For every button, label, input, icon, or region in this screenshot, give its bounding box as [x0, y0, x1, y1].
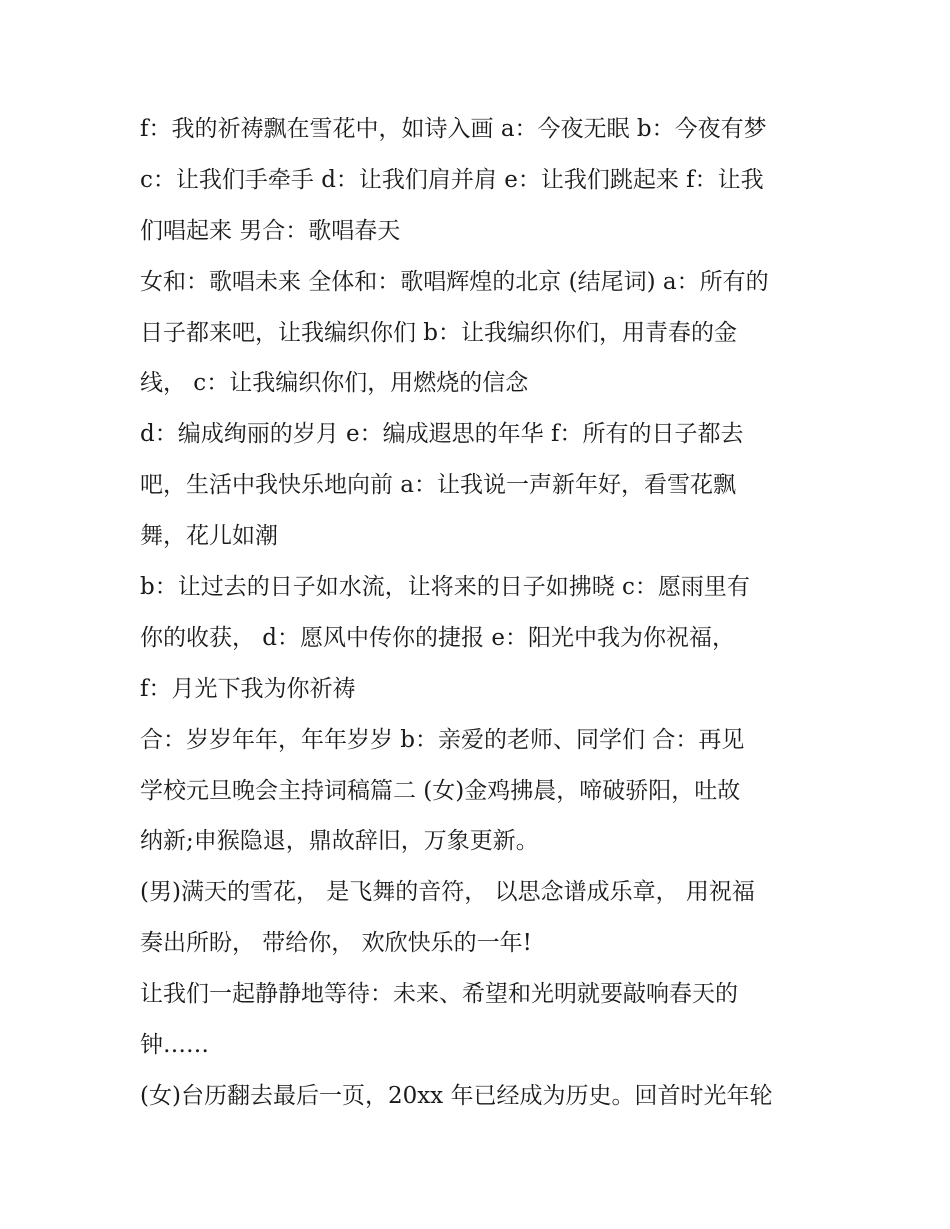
document-body — [140, 104, 820, 1122]
text-line: 们唱起来 男合：歌唱春天 — [140, 217, 401, 244]
text-line: 奏出所盼， 带给你， 欢欣快乐的一年! — [140, 930, 532, 957]
text-line: 线， c：让我编织你们，用燃烧的信念 — [140, 370, 529, 397]
text-line: 纳新;申猴隐退，鼎故辞旧，万象更新。 — [140, 828, 539, 855]
text-line: c：让我们手牵手 d：让我们肩并肩 e：让我们跳起来 f：让我 — [140, 166, 764, 193]
text-line: f：月光下我为你祈祷 — [140, 675, 356, 702]
text-line: 日子都来吧，让我编织你们 b：让我编织你们，用青春的金 — [140, 319, 738, 346]
text-line: 学校元旦晚会主持词稿篇二 (女)金鸡拂晨，啼破骄阳，吐故 — [140, 777, 741, 804]
text-line: (女)台历翻去最后一页，20xx 年已经成为历史。回首时光年轮 — [140, 1082, 773, 1109]
text-line: 钟…… — [140, 1032, 209, 1059]
text-line: 你的收获， d：愿风中传你的捷报 e：阳光中我为你祝福， — [140, 624, 735, 651]
text-line: 让我们一起静静地等待：未来、希望和光明就要敲响春天的 — [140, 981, 738, 1008]
text-line: f：我的祈祷飘在雪花中，如诗入画 a：今夜无眠 b：今夜有梦 — [140, 116, 767, 142]
text-line: 舞，花儿如潮 — [140, 523, 278, 550]
text-line: 合：岁岁年年，年年岁岁 b：亲爱的老师、同学们 合：再见 — [140, 726, 745, 753]
text-line: b：让过去的日子如水流，让将来的日子如拂晓 c：愿雨里有 — [140, 574, 750, 601]
text-line: 女和：歌唱未来 全体和：歌唱辉煌的北京 (结尾词) a：所有的 — [140, 268, 769, 295]
text-line: (男)满天的雪花， 是飞舞的音符， 以思念谱成乐章， 用祝福 — [140, 879, 755, 906]
text-line: 吧，生活中我快乐地向前 a：让我说一声新年好，看雪花飘 — [140, 472, 737, 499]
text-line: d：编成绚丽的岁月 e：编成遐思的年华 f：所有的日子都去 — [140, 421, 744, 448]
